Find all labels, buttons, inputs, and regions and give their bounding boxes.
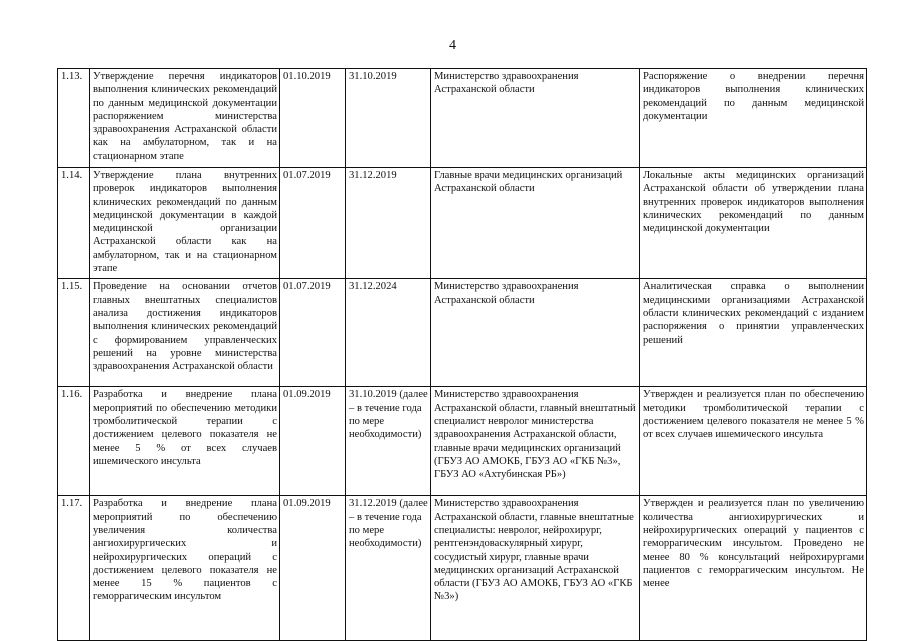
expected-result: Утвержден и реализуется план по увеличению количества ангиохирургических и нейрохирургических операций у пациентов с геморрагическим инсультом. Проведено не менее 80 % консультаций нейрохирургами пациентов с геморрагическим инсультом. Не менее <box>640 496 867 641</box>
start-date: 01.07.2019 <box>280 168 346 279</box>
row-number: 1.15. <box>58 279 90 387</box>
table-row <box>58 387 867 496</box>
expected-result: Утвержден и реализуется план по обеспечению методики тромболитической терапии с достижением целевого показателя не менее 5 % от всех случаев ишемического инсульта <box>640 387 867 496</box>
table-row <box>58 168 867 279</box>
start-date: 01.10.2019 <box>280 69 346 168</box>
table-row <box>58 279 867 387</box>
page-number: 4 <box>449 38 456 53</box>
expected-result: Распоряжение о внедрении перечня индикаторов выполнения клинических рекомендаций по данным медицинской документации <box>640 69 867 168</box>
responsible-party: Министерство здравоохранения Астраханской области, главный внештатный специалист невролог министерства здравоохранения Астраханской области, главные врачи медицинских организаций (ГБУЗ АО АМОКБ, ГБУЗ АО «ГКБ №3», ГБУЗ АО «Ахтубинская РБ») <box>431 387 640 496</box>
measure-description: Проведение на основании отчетов главных внештатных специалистов анализа достижения индикаторов выполнения клинических рекомендаций с формированием управленческих решений на уровне министерства здравоохранения Астраханской области <box>90 279 280 387</box>
responsible-party: Министерство здравоохранения Астраханской области <box>431 279 640 387</box>
start-date: 01.07.2019 <box>280 279 346 387</box>
responsible-party: Главные врачи медицинских организаций Астраханской области <box>431 168 640 279</box>
start-date: 01.09.2019 <box>280 496 346 641</box>
end-date: 31.12.2019 <box>346 168 431 279</box>
table-row <box>58 496 867 641</box>
start-date: 01.09.2019 <box>280 387 346 496</box>
measure-description: Утверждение перечня индикаторов выполнения клинических рекомендаций по данным медицинской документации распоряжением министерства здравоохранения Астраханской области как на амбулаторном, так и на стационарном этапе <box>90 69 280 168</box>
measure-description: Разработка и внедрение плана мероприятий по обеспечению увеличения количества ангиохирургических и нейрохирургических операций с достижением целевого показателя не менее 15 % пациентов с геморрагическим инсультом <box>90 496 280 641</box>
end-date: 31.12.2024 <box>346 279 431 387</box>
row-number: 1.14. <box>58 168 90 279</box>
responsible-party: Министерство здравоохранения Астраханской области, главные внештатные специалисты: невролог, нейрохирург, рентгенэндоваскулярный хирург, сосудистый хирург, главные врачи медицинских организаций Астраханской области (ГБУЗ АО АМОКБ, ГБУЗ АО «ГКБ №3») <box>431 496 640 641</box>
end-date: 31.10.2019 <box>346 69 431 168</box>
end-date: 31.10.2019 (далее – в течение года по мере необходимости) <box>346 387 431 496</box>
end-date: 31.12.2019 (далее – в течение года по мере необходимости) <box>346 496 431 641</box>
expected-result: Локальные акты медицинских организаций Астраханской области об утверждении плана внутренних проверок индикаторов выполнения клинических рекомендаций по данным медицинской документации <box>640 168 867 279</box>
row-number: 1.17. <box>58 496 90 641</box>
measure-description: Утверждение плана внутренних проверок индикаторов выполнения клинических рекомендаций по данным медицинской документации в каждой медицинской организации Астраханской области как на амбулаторном, так и на стационарном этапе <box>90 168 280 279</box>
measures-table <box>57 68 867 641</box>
row-number: 1.16. <box>58 387 90 496</box>
table-row <box>58 69 867 168</box>
measure-description: Разработка и внедрение плана мероприятий по обеспечению методики тромболитической терапии с достижением целевого показателя не менее 5 % от всех случаев ишемического инсульта <box>90 387 280 496</box>
responsible-party: Министерство здравоохранения Астраханской области <box>431 69 640 168</box>
row-number: 1.13. <box>58 69 90 168</box>
expected-result: Аналитическая справка о выполнении медицинскими организациями Астраханской области клинических рекомендаций с изданием распоряжения о принятии управленческих решений <box>640 279 867 387</box>
